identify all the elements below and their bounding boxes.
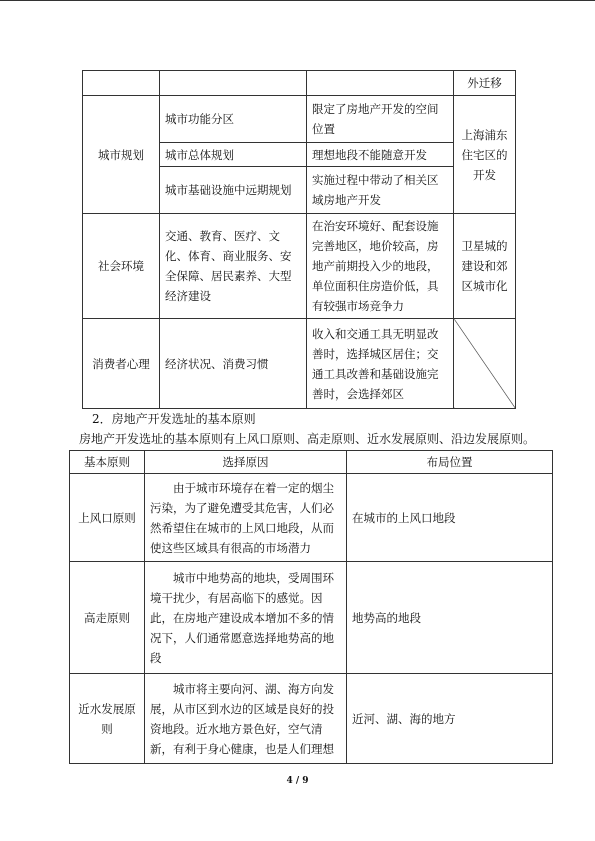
example-cell: 卫星城的建设和郊区城市化 bbox=[454, 214, 516, 319]
table-cell bbox=[307, 71, 454, 96]
factor-cell: 城市功能分区 bbox=[160, 96, 307, 143]
factor-cell: 城市总体规划 bbox=[160, 143, 307, 167]
reason-cell: 城市中地势高的地块，受周围环境干扰少，有居高临下的感觉。因此，在房地产建设成本增加不多的情况下，人们通常愿意选择地势高的地段 bbox=[145, 562, 347, 674]
section-heading: 2．房地产开发选址的基本原则 bbox=[92, 412, 256, 426]
principle-cell: 上风口原则 bbox=[70, 474, 145, 562]
table-cell bbox=[83, 71, 160, 96]
table-row bbox=[70, 451, 553, 474]
reason-cell: 由于城市环境存在着一定的烟尘污染，为了避免遭受其危害，人们必然希望住在城市的上风口地段，从而使这些区域具有很高的市场潜力 bbox=[145, 474, 347, 562]
factors-table bbox=[82, 70, 516, 409]
effect-cell: 实施过程中带动了相关区域房地产开发 bbox=[307, 167, 454, 214]
factor-cell: 城市基础设施中远期规划 bbox=[160, 167, 307, 214]
table-row bbox=[70, 674, 553, 764]
page-top-rule bbox=[0, 0, 595, 1]
effect-cell: 理想地段不能随意开发 bbox=[307, 143, 454, 167]
principles-table bbox=[69, 450, 553, 764]
category-label-planning: 城市规划 bbox=[83, 96, 160, 214]
table-row bbox=[83, 96, 516, 143]
section-intro: 房地产开发选址的基本原则有上风口原则、高走原则、近水发展原则、沿边发展原则。 bbox=[79, 432, 536, 446]
category-label-consumer: 消费者心理 bbox=[83, 319, 160, 409]
principle-cell: 高走原则 bbox=[70, 562, 145, 674]
header-cell: 基本原则 bbox=[70, 451, 145, 474]
page-number: 4 / 9 bbox=[286, 776, 309, 786]
effect-cell: 在治安环境好、配套设施完善地区，地价较高，房地产前期投入少的地段，单位面积住房造价低，具有较强市场竞争力 bbox=[307, 214, 454, 319]
table-row bbox=[83, 214, 516, 319]
location-cell: 近河、湖、海的地方 bbox=[347, 674, 553, 764]
factor-cell: 交通、教育、医疗、文化、体育、商业服务、安全保障、居民素养、大型经济建设 bbox=[160, 214, 307, 319]
factor-cell: 经济状况、消费习惯 bbox=[160, 319, 307, 409]
table-row bbox=[83, 319, 516, 409]
principle-cell: 近水发展原则 bbox=[70, 674, 145, 764]
header-cell: 选择原因 bbox=[145, 451, 347, 474]
table-row bbox=[70, 562, 553, 674]
header-cell: 布局位置 bbox=[347, 451, 553, 474]
table-cell: 外迁移 bbox=[454, 71, 516, 96]
effect-cell: 收入和交通工具无明显改善时，选择城区居住；交通工具改善和基础设施完善时，会选择郊区 bbox=[307, 319, 454, 409]
table-row bbox=[83, 71, 516, 96]
table-row bbox=[70, 474, 553, 562]
category-label-social: 社会环境 bbox=[83, 214, 160, 319]
example-cell: 上海浦东住宅区的开发 bbox=[454, 96, 516, 214]
table-cell bbox=[160, 71, 307, 96]
reason-cell: 城市将主要向河、湖、海方向发展，从市区到水边的区域是良好的投资地段。近水地方景色好，空气清新，有利于身心健康，也是人们理想 bbox=[145, 674, 347, 764]
location-cell: 在城市的上风口地段 bbox=[347, 474, 553, 562]
location-cell: 地势高的地段 bbox=[347, 562, 553, 674]
diagonal-empty-cell bbox=[454, 319, 516, 409]
effect-cell: 限定了房地产开发的空间位置 bbox=[307, 96, 454, 143]
